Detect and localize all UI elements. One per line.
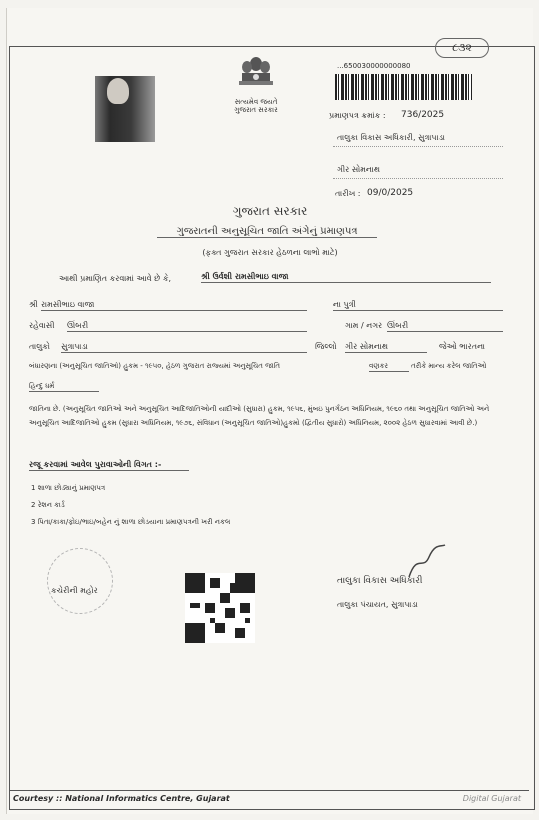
document-item: 3 પિતા/કાકા/ફોઇ/ભાઇ/બહેન નું શાળા છોડયાના પ્રમાણપત્રની ખરી નકલ <box>31 518 231 526</box>
national-emblem-icon <box>233 54 279 114</box>
district-heading: ગીર સોમનાથ <box>337 165 380 174</box>
footer-credit: Courtesy :: National Informatics Centre, Gujarat <box>13 794 230 803</box>
documents-title: રજૂ કરવામાં આવેલ પુરાવાઓની વિગત :- <box>29 460 189 471</box>
caste-value: વણકર <box>369 362 409 372</box>
office-name: તાલુકા વિકાસ અધિકારી, સુત્રાપાડા <box>337 133 445 142</box>
residence-label: રહેવાસી <box>29 321 55 330</box>
state-label: જેઓ ભારતના <box>439 342 486 351</box>
govt-title: ગુજરાત સરકાર <box>232 204 308 218</box>
father-prefix: શ્રી <box>29 300 38 309</box>
applicant-name: શ્રી ઉર્વશી રામસીભાઇ વાજા <box>201 272 491 283</box>
village-label: ગામ / નગર <box>345 321 383 330</box>
barcode-number: ...650030000000080 <box>337 62 411 70</box>
officer-title: તાલુકા વિકાસ અધિકારી <box>337 576 423 586</box>
officer-office: તાલુકા પંચાયત, સુત્રાપાડા <box>337 600 418 609</box>
date-value: 09/0/2025 <box>367 188 414 198</box>
emblem-caption-2: ગુજરાત સરકાર <box>234 106 278 114</box>
corner-number: ૮૩૨ <box>435 38 489 58</box>
village-value: ઊંબરી <box>387 321 503 332</box>
date-label: તારીખ : <box>335 189 361 198</box>
certificate-number-value: 736/2025 <box>401 110 445 120</box>
certificate-subtitle: (ફક્ત ગુજરાત સરકાર હેઠળના લાભો માટે) <box>202 248 338 257</box>
certificate-title: ગુજરાતની અનુસૂચિત જાતિ અંગેનું પ્રમાણપત્ર <box>157 226 377 238</box>
district-label: જિલ્લો <box>315 342 337 351</box>
qr-code <box>185 573 255 643</box>
certify-text: આથી પ્રમાણિત કરવામાં આવે છે કે, <box>59 274 172 283</box>
constitution-line: બંધારણના (અનુસૂચિત જાતિઓ) હુકમ - ૧૯૫૦, હેઠળ ગુજરાત રાજ્યમાં અનુસૂચિત જાતિ <box>29 362 281 370</box>
relation: ના પુત્રી <box>333 300 503 311</box>
document-item: 1 શાળા છોડ્યાનું પ્રમાણપત્ર <box>31 484 106 492</box>
barcode <box>335 74 472 100</box>
father-name: રામસીભાઇ વાજા <box>41 300 307 311</box>
taluka-label: તાલુકો <box>29 342 50 351</box>
seal-label: કચેરીની મહોર <box>51 586 98 595</box>
office-seal <box>47 548 113 614</box>
certificate-sheet <box>6 8 533 814</box>
footer <box>9 790 529 807</box>
taluka-value: સુત્રાપાડા <box>61 342 307 353</box>
document-item: 2 રેશન કાર્ડ <box>31 501 65 509</box>
applicant-photo <box>95 76 155 142</box>
emblem-caption-1: સત્યમેવ જયતે <box>234 98 278 106</box>
religion-value: હિન્દુ ધર્મ <box>29 382 99 392</box>
recognition-line: તરીકે માન્ય કરેલ જાતિઓ <box>411 362 487 370</box>
certificate-number-label: પ્રમાણપત્ર ક્રમાંક : <box>329 111 386 120</box>
legal-paragraph: જાતિના છે. (અનુસૂચિત જાતિઓ અને અનુસૂચિત આદિજાતિઓની યાદીઓ (સુધારા) હુકમ, ૧૯૫૬, મુંબઇ પુનર્ગઠન અધિનિયમ, ૧૯૬૦ તથા અનુસૂચિત જાતિઓ અને અનુસૂચિત આદિજાતિઓ હુકમ (સુધારા અધિનિયમ, ૧૯૭૬, સંવિધાન (અનુસૂચિત જાતિઓ)હુકમો (દ્વિતીય સુધારો) અધિનિયમ, ૨૦૦૨ હેઠળ સુધારવામાં આવી છે.) <box>29 405 490 427</box>
footer-brand: Digital Gujarat <box>462 794 521 803</box>
district-value: ગીર સોમનાથ <box>345 342 427 353</box>
residence-value: ઊંબરી <box>67 321 307 332</box>
